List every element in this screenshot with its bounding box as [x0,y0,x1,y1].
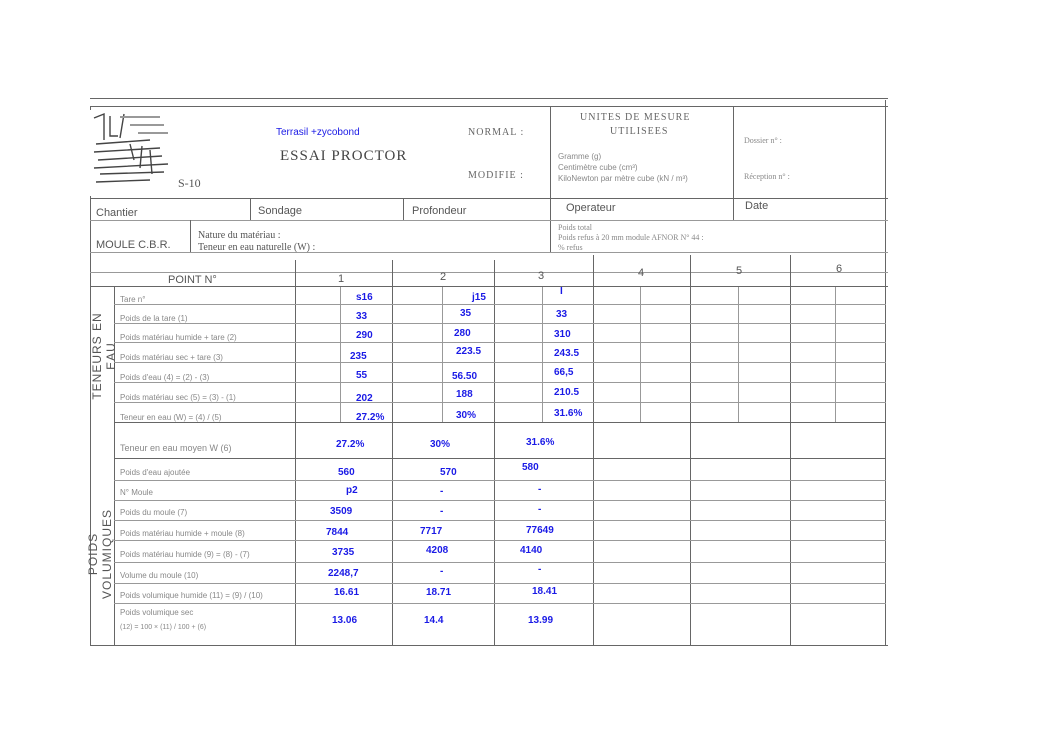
section-teneurs-en-eau: TENEURS EN EAU [90,312,118,400]
rule [403,198,404,220]
rule [114,323,886,324]
cell-dry-weight-2: 188 [456,389,473,400]
cell-tare-weight-1: 33 [356,311,368,322]
point-3: 3 [538,270,545,282]
rule [114,520,886,521]
sondage-label: Sondage [258,205,303,217]
rule [494,260,495,646]
company-logo [90,110,174,196]
cell-mould-no-3: - [538,484,542,495]
volume-row-label: Poids matériau humide + moule (8) [120,529,245,538]
rule [790,255,791,646]
cell-water-content-1: 27.2% [356,412,385,423]
date-label: Date [745,200,769,212]
unit-cm3: Centimètre cube (cm³) [558,163,638,172]
cell-mean-2: 30% [430,439,451,450]
cell-tare-2: j15 [472,292,486,303]
mean-row-label: Teneur en eau moyen W (6) [120,443,232,453]
frame-bottom [90,645,888,646]
rule [114,480,886,481]
point-1: 1 [338,273,345,285]
rule [593,255,594,646]
normal-label: NORMAL : [468,127,525,138]
rule [114,458,886,459]
rule [114,562,886,563]
cell-added-water-3: 580 [522,462,539,473]
cell-wet-unit-weight-3: 18.41 [532,586,558,597]
cell-mould-volume-2: - [440,566,444,577]
cell-tare-1: s16 [356,292,373,303]
cell-wet-tare-1: 290 [356,330,373,341]
cell-added-water-1: 560 [338,467,355,478]
moule-label: MOULE C.B.R. [96,239,171,251]
rule [114,342,886,343]
poids-total-label: Poids total [558,223,593,232]
cell-dry-weight-3: 210.5 [554,387,580,398]
cell-added-water-2: 570 [440,467,457,478]
cell-mould-no-1: p2 [346,485,358,496]
cell-water-content-2: 30% [456,410,477,421]
chantier-label: Chantier [96,207,138,219]
cell-wet-unit-weight-2: 18.71 [426,587,452,598]
cell-wet-tare-2: 280 [454,328,471,339]
rule [114,304,886,305]
dry-row-formula: (12) = 100 × (11) / 100 + (6) [120,624,207,631]
rule [690,255,691,646]
pct-refus-label: % refus [558,243,583,252]
rule [733,106,734,220]
cell-mean-3: 31.6% [526,437,555,448]
water-row-label: Poids d'eau (4) = (2) - (3) [120,373,210,382]
cell-dry-unit-weight-1: 13.06 [332,615,358,626]
rule [190,220,191,252]
unit-gram: Gramme (g) [558,152,602,161]
modifie-label: MODIFIE : [468,170,524,181]
cell-water-weight-3: 66,5 [554,367,574,378]
rule [114,583,886,584]
rule [114,540,886,541]
cell-dry-unit-weight-2: 14.4 [424,615,444,626]
cell-mould-volume-3: - [538,564,542,575]
point-6: 6 [836,263,843,275]
cell-wet-mould-1: 7844 [326,527,349,538]
units-subtitle: UTILISEES [610,126,669,137]
cell-dry-tare-3: 243.5 [554,348,580,359]
cell-wet-weight-3: 4140 [520,545,543,556]
water-row-label: Poids matériau humide + tare (2) [120,333,237,342]
volume-row-label: Poids d'eau ajoutée [120,468,191,477]
cell-mould-weight-2: - [440,506,444,517]
rule [392,260,393,646]
water-row-label: Tare n° [120,295,146,304]
rule [90,198,888,199]
cell-dry-tare-2: 223.5 [456,346,482,357]
rule [114,500,886,501]
rule [550,106,551,252]
units-title: UNITES DE MESURE [580,112,691,123]
cell-tare-weight-3: 33 [556,309,568,320]
cell-dry-tare-1: 235 [350,351,367,362]
cell-mould-weight-3: - [538,504,542,515]
proctor-form [86,90,890,650]
cell-wet-mould-2: 7717 [420,526,443,537]
volume-row-label: Poids volumique humide (11) = (9) / (10) [120,591,263,600]
cell-wet-mould-3: 77649 [526,525,554,536]
cell-mould-volume-1: 2248,7 [328,568,359,579]
point-5: 5 [736,265,743,277]
frame-top-2 [90,106,888,107]
cell-mould-weight-1: 3509 [330,506,353,517]
frame-right [885,100,886,646]
page-title: ESSAI PROCTOR [280,148,408,164]
point-label: POINT N° [168,274,217,286]
water-row-label: Teneur en eau (W) = (4) / (5) [120,413,222,422]
unit-kn: KiloNewton par mètre cube (kN / m³) [558,174,688,183]
volume-row-label: Volume du moule (10) [120,571,199,580]
volume-row-label: Poids du moule (7) [120,508,188,517]
rule [114,382,886,383]
cell-tare-3: I [560,286,563,297]
teneur-naturelle-label: Teneur en eau naturelle (W) : [198,242,316,253]
rule [295,260,296,646]
poids-refus-label: Poids refus à 20 mm module AFNOR N° 44 : [558,233,704,242]
cell-water-weight-1: 55 [356,370,368,381]
cell-wet-tare-3: 310 [554,329,571,340]
project-name: Terrasil +zycobond [276,127,360,138]
rule [114,422,886,423]
rule [114,603,886,604]
cell-dry-weight-1: 202 [356,393,373,404]
volume-row-label: N° Moule [120,488,153,497]
form-code: S-10 [178,176,201,190]
cell-tare-weight-2: 35 [460,308,472,319]
reception-label: Réception n° : [744,172,790,181]
rule [250,198,251,220]
cell-water-weight-2: 56.50 [452,371,478,382]
operateur-label: Operateur [566,202,616,214]
rule [114,362,886,363]
water-row-label: Poids de la tare (1) [120,314,188,323]
cell-mould-no-2: - [440,486,444,497]
point-4: 4 [638,267,645,279]
dossier-label: Dossier n° : [744,136,782,145]
cell-water-content-3: 31.6% [554,408,583,419]
cell-mean-1: 27.2% [336,439,365,450]
nature-label: Nature du matériau : [198,230,281,241]
cell-wet-weight-1: 3735 [332,547,355,558]
section-poids-volumiques: POIDS VOLUMIQUES [86,509,114,600]
point-2: 2 [440,271,447,283]
rule [90,272,888,273]
rule [114,402,886,403]
cell-wet-weight-2: 4208 [426,545,449,556]
dry-row-label: Poids volumique sec [120,608,194,617]
profondeur-label: Profondeur [412,205,467,217]
rule [90,220,888,221]
water-row-label: Poids matériau sec + tare (3) [120,353,223,362]
cell-wet-unit-weight-1: 16.61 [334,587,360,598]
rule [90,286,888,287]
cell-dry-unit-weight-3: 13.99 [528,615,554,626]
water-row-label: Poids matériau sec (5) = (3) - (1) [120,393,236,402]
volume-row-label: Poids matériau humide (9) = (8) - (7) [120,550,250,559]
frame-top [90,98,888,99]
